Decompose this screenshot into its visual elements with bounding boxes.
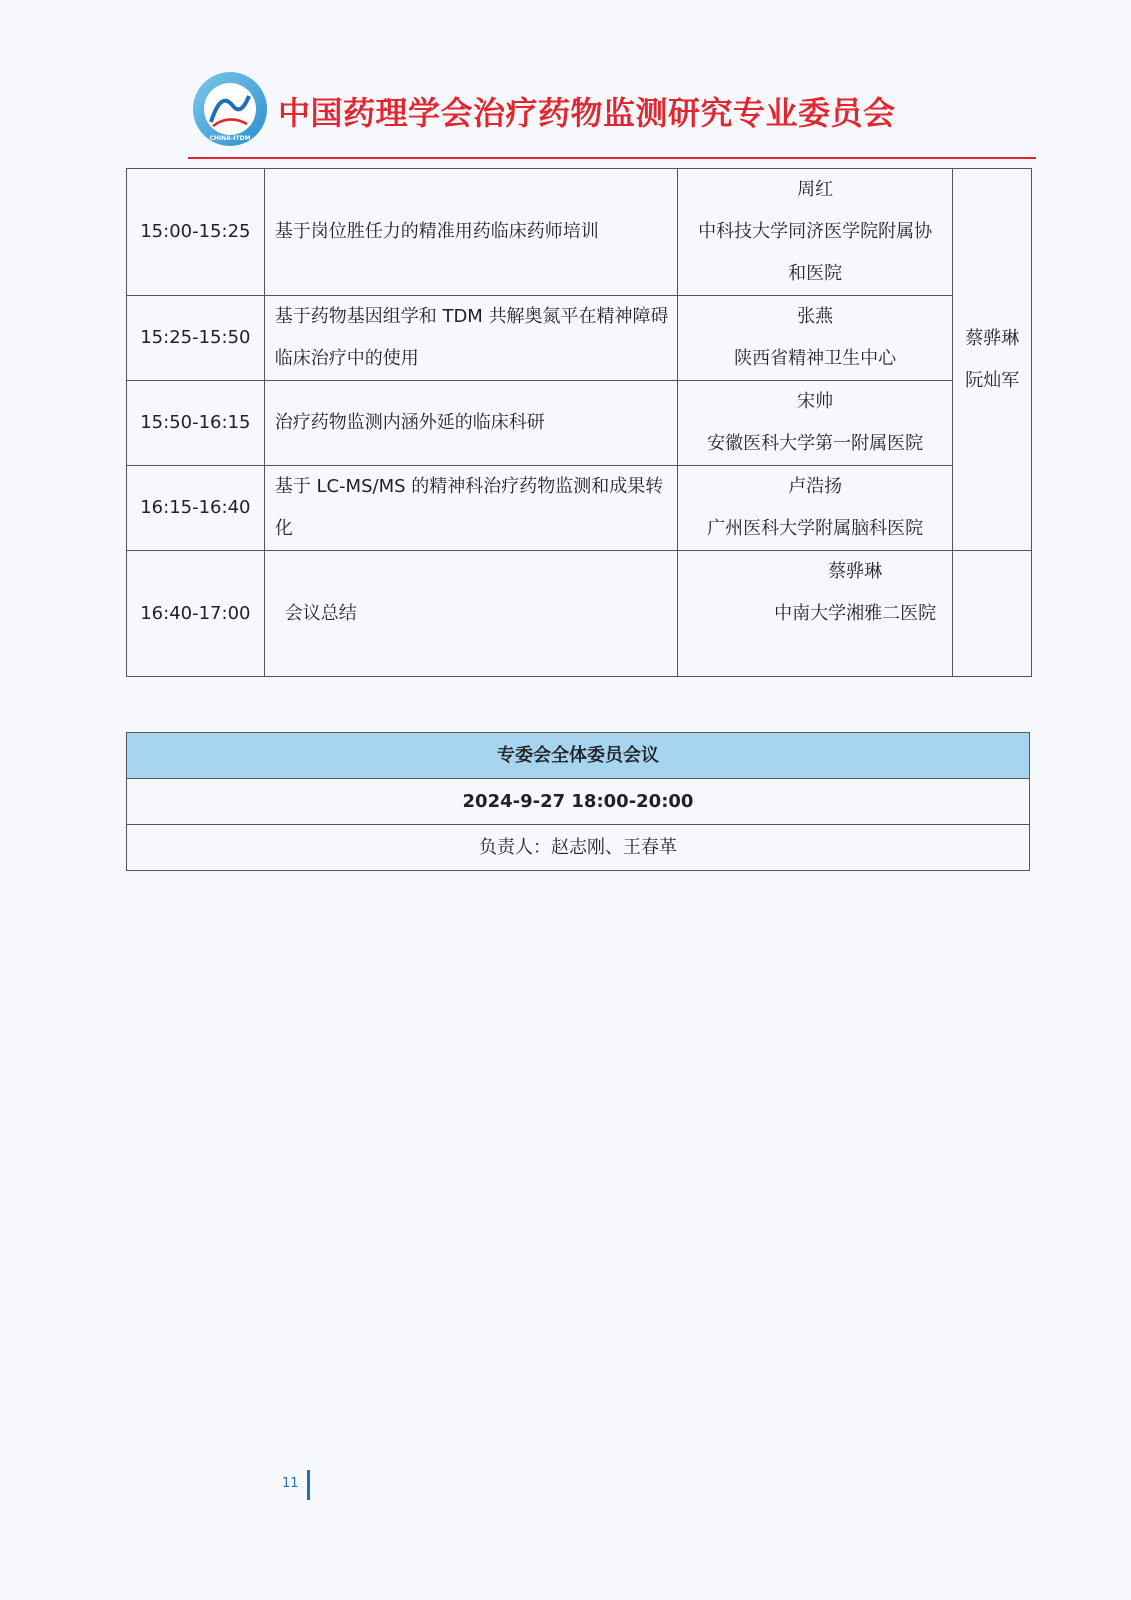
table-row bbox=[127, 296, 1032, 381]
speaker-name: 宋帅 bbox=[797, 391, 834, 412]
speaker-cell bbox=[677, 551, 953, 677]
meeting-responsible: 负责人：赵志刚、王春革 bbox=[127, 825, 1030, 871]
table-row bbox=[127, 779, 1030, 825]
chair-cell bbox=[953, 169, 1032, 551]
topic-cell: 基于岗位胜任力的精准用药临床药师培训 bbox=[264, 169, 677, 296]
speaker-affiliation: 广州医科大学附属脑科医院 bbox=[707, 518, 924, 539]
chair-name: 蔡骅琳 bbox=[965, 327, 1020, 349]
organization-title: 中国药理学会治疗药物监测研究专业委员会 bbox=[278, 94, 896, 132]
time-cell: 16:40-17:00 bbox=[127, 551, 265, 677]
meeting-title: 专委会全体委员会议 bbox=[127, 733, 1030, 779]
table-row bbox=[127, 169, 1032, 296]
speaker-name: 蔡骅琳 bbox=[828, 561, 883, 582]
society-logo-icon bbox=[191, 70, 269, 148]
table-row bbox=[127, 466, 1032, 551]
speaker-cell bbox=[677, 466, 953, 551]
chair-name: 阮灿军 bbox=[965, 369, 1020, 391]
table-row bbox=[127, 551, 1032, 677]
speaker-affiliation: 中南大学湘雅二医院 bbox=[774, 603, 937, 624]
schedule-table bbox=[126, 168, 1032, 677]
page-header bbox=[188, 70, 1036, 160]
page-number: 11 bbox=[282, 1476, 299, 1491]
speaker-affiliation: 安徽医科大学第一附属医院 bbox=[707, 433, 924, 454]
page-number-bar bbox=[307, 1470, 310, 1500]
speaker-cell bbox=[677, 296, 953, 381]
time-cell: 15:50-16:15 bbox=[127, 381, 265, 466]
table-row bbox=[127, 381, 1032, 466]
logo-text: CHINA-ITDM bbox=[209, 135, 251, 142]
speaker-name: 张燕 bbox=[797, 306, 834, 327]
table-row bbox=[127, 733, 1030, 779]
header-rule bbox=[188, 157, 1036, 159]
speaker-cell bbox=[677, 169, 953, 296]
table-row bbox=[127, 825, 1030, 871]
speaker-cell bbox=[677, 381, 953, 466]
topic-cell: 基于药物基因组学和 TDM 共解奥氮平在精神障碍临床治疗中的使用 bbox=[264, 296, 677, 381]
speaker-name: 周红 bbox=[797, 179, 834, 200]
topic-cell: 会议总结 bbox=[264, 551, 677, 677]
meeting-datetime: 2024-9-27 18:00-20:00 bbox=[127, 779, 1030, 825]
time-cell: 15:25-15:50 bbox=[127, 296, 265, 381]
chair-cell-empty bbox=[953, 551, 1032, 677]
speaker-name: 卢浩扬 bbox=[788, 476, 843, 497]
topic-cell: 治疗药物监测内涵外延的临床科研 bbox=[264, 381, 677, 466]
committee-meeting-table bbox=[126, 732, 1030, 871]
topic-cell: 基于 LC-MS/MS 的精神科治疗药物监测和成果转化 bbox=[264, 466, 677, 551]
time-cell: 16:15-16:40 bbox=[127, 466, 265, 551]
speaker-affiliation: 中科技大学同济医学院附属协和医院 bbox=[698, 221, 933, 284]
time-cell: 15:00-15:25 bbox=[127, 169, 265, 296]
speaker-affiliation: 陕西省精神卫生中心 bbox=[734, 348, 897, 369]
